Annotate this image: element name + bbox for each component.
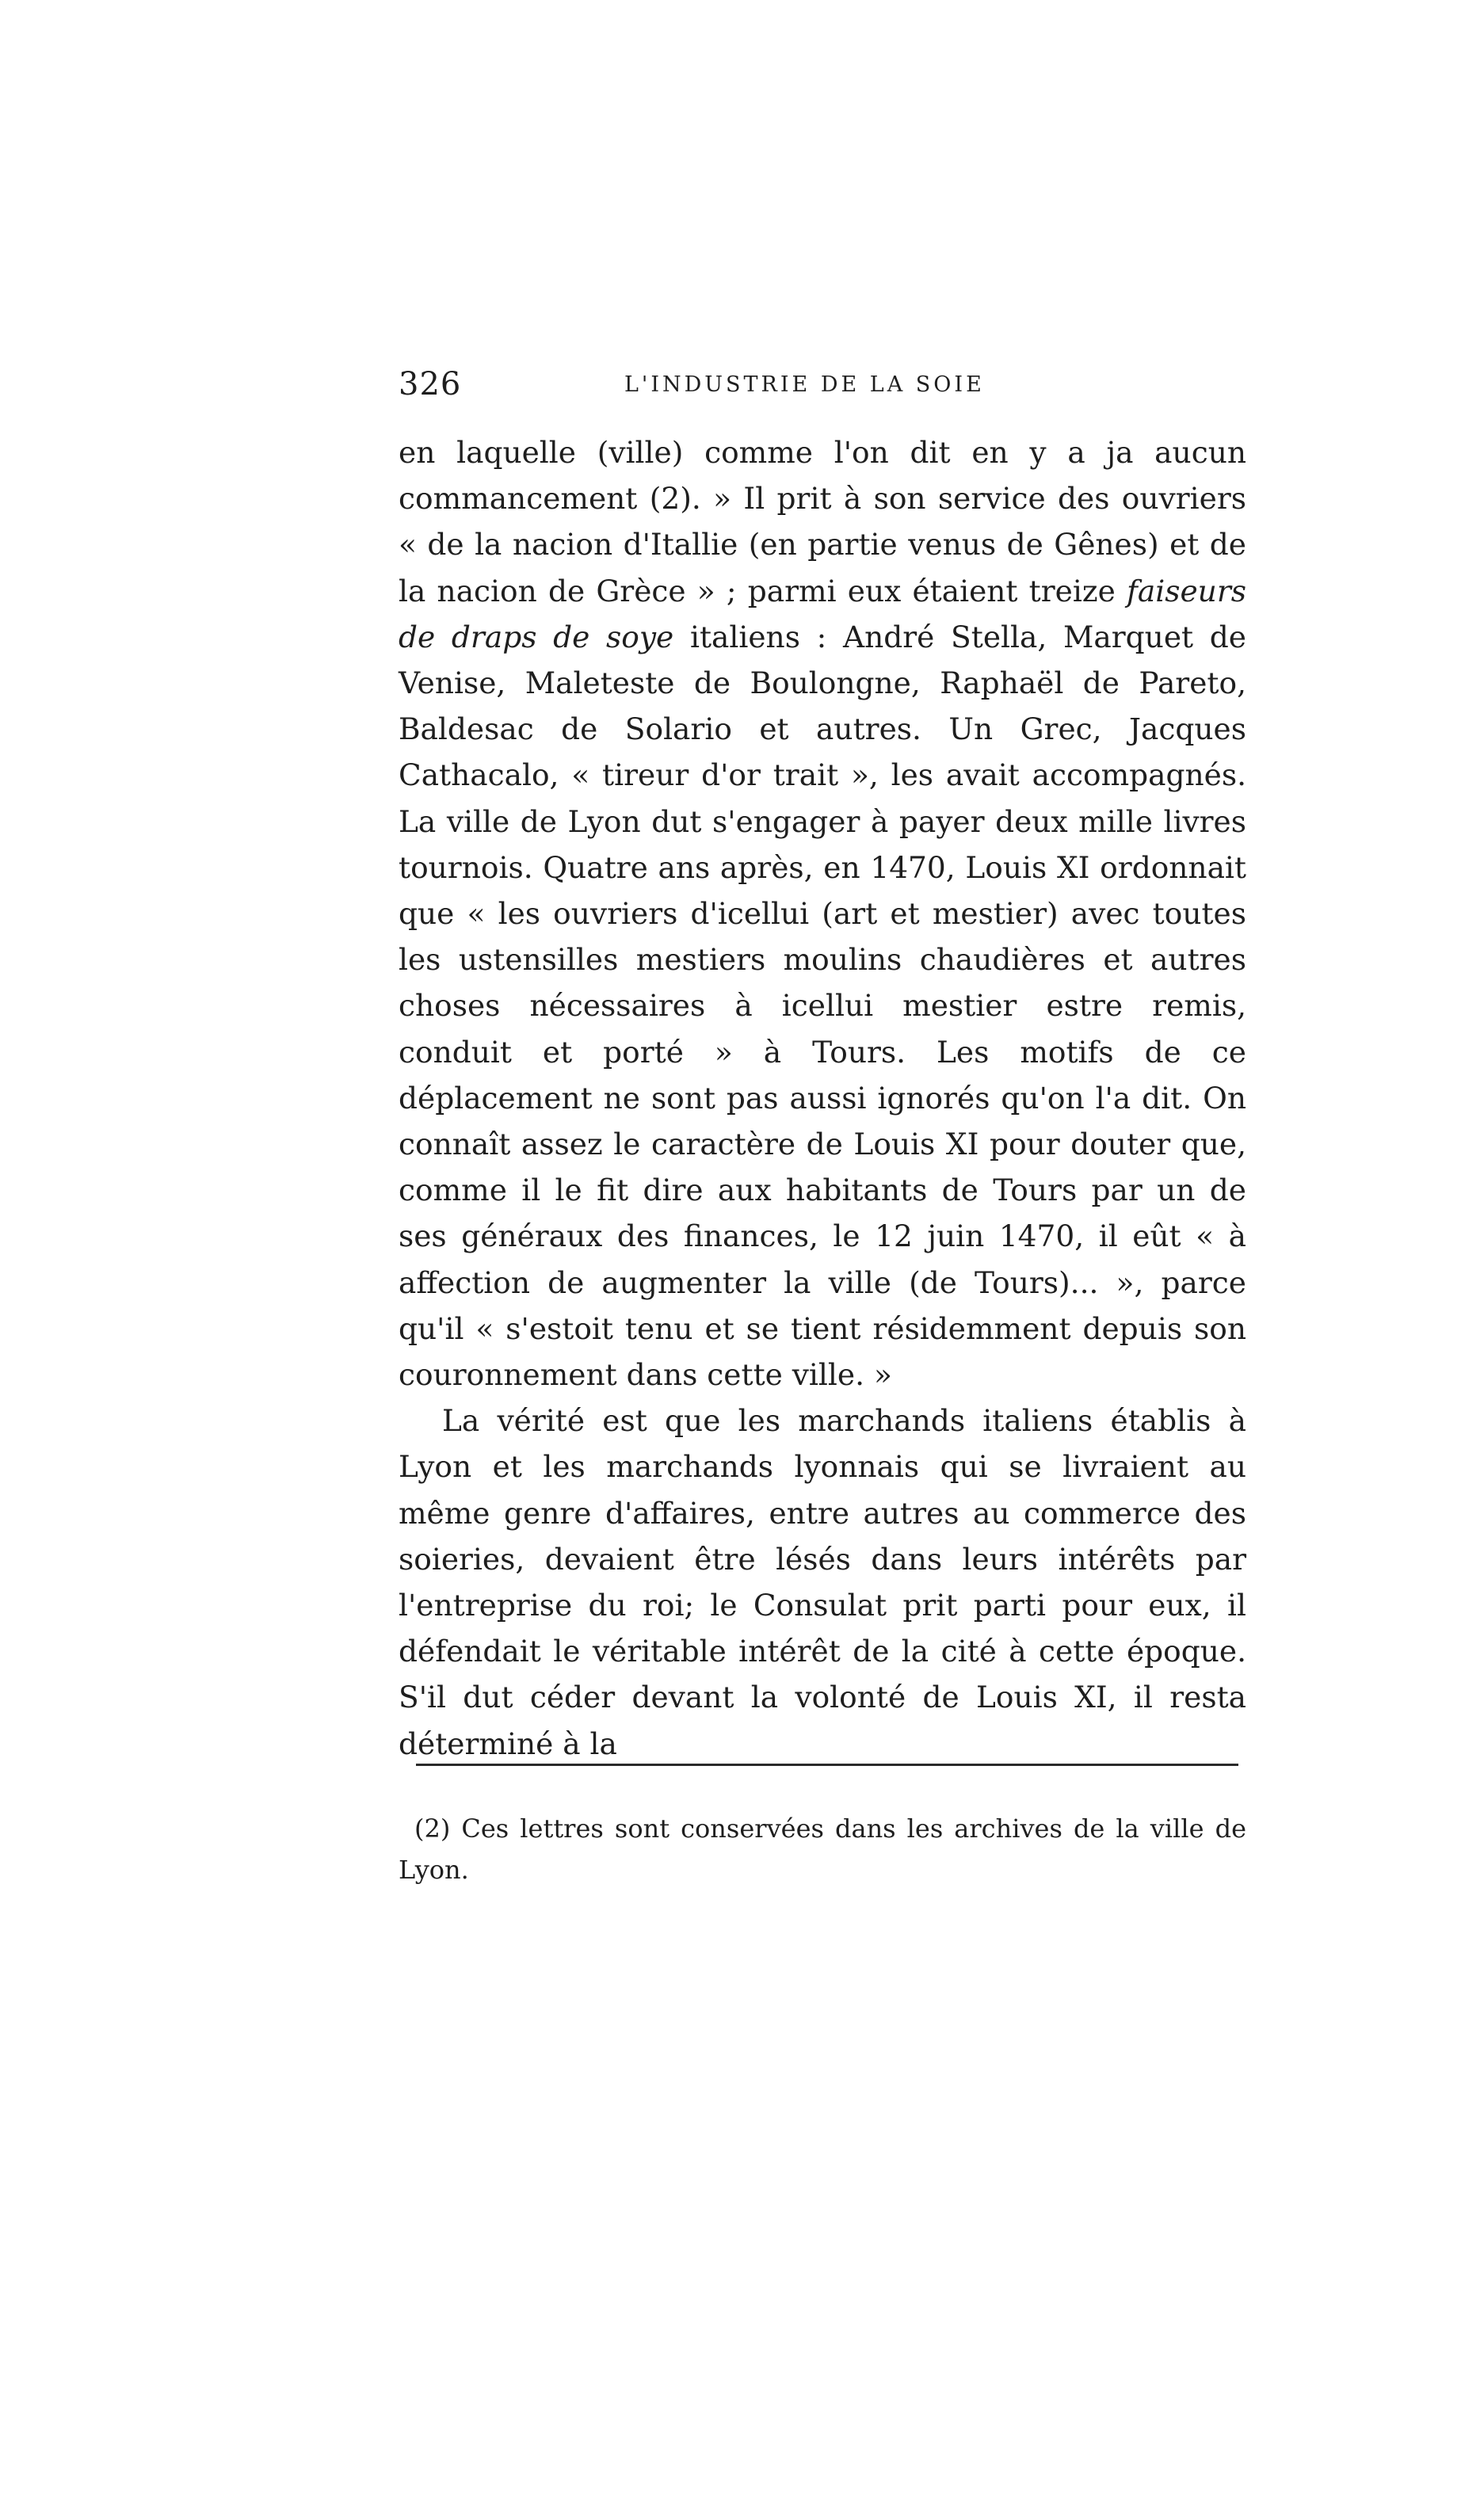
paragraph-1-italic: faiseurs de draps de soye (399, 573, 1246, 654)
page-header (399, 366, 1246, 414)
footnote (399, 1808, 1246, 1890)
paragraph-1-end: italiens : André Stella, Marquet de Venise, Maleteste de Boulongne, Raphaël de Pareto, Baldesac de Solario et autres. Un Grec, Jacques Cathacalo, « tireur d'or trait », les avait accompagnés. La ville de Lyon dut s'engager à payer deux mille livres tournois. Quatre ans après, en 1470, Louis XI ordonnait que « les ouvriers d'icellui (art et mestier) avec toutes les ustensilles mestiers moulins chaudières et autres choses nécessaires à icellui mestier estre remis, conduit et porté » à Tours. Les motifs de ce déplacement ne sont pas aussi ignorés qu'on l'a dit. On connaît assez le caractère de Louis XI pour douter que, comme il le fit dire aux habitants de Tours par un de ses généraux des finances, le 12 juin 1470, il eût « à affection de augmenter la ville (de Tours)... », parce qu'il « s'estoit tenu et se tient résidemment depuis son couronnement dans cette ville. » (399, 619, 1246, 1393)
paragraph-2: La vérité est que les marchands italiens établis à Lyon et les marchands lyonnais qui se livraient au même genre d'affaires, entre autres au commerce des soieries, devaient être lésés dans leurs intérêts par l'entreprise du roi; le Consulat prit parti pour eux, il défendait le véritable intérêt de la cité à cette époque. S'il dut céder devant la volonté de Louis XI, il resta déterminé à la (399, 1403, 1246, 1761)
footnote-text: (2) Ces lettres sont conservées dans les archives de la ville de Lyon. (399, 1814, 1246, 1885)
page-number: 326 (399, 366, 462, 402)
running-head: L'INDUSTRIE DE LA SOIE (624, 372, 985, 397)
main-text (399, 429, 1246, 1767)
paragraph-1 (399, 429, 1246, 1398)
footnote-divider (416, 1764, 1238, 1766)
paragraph-1-start: en laquelle (ville) comme l'on dit en y a ja aucun commancement (2). » Il prit à son service des ouvriers « de la nacion d'Itallie (en partie venus de Gênes) et de la nacion de Grèce » ; parmi eux étaient treize (399, 435, 1246, 608)
